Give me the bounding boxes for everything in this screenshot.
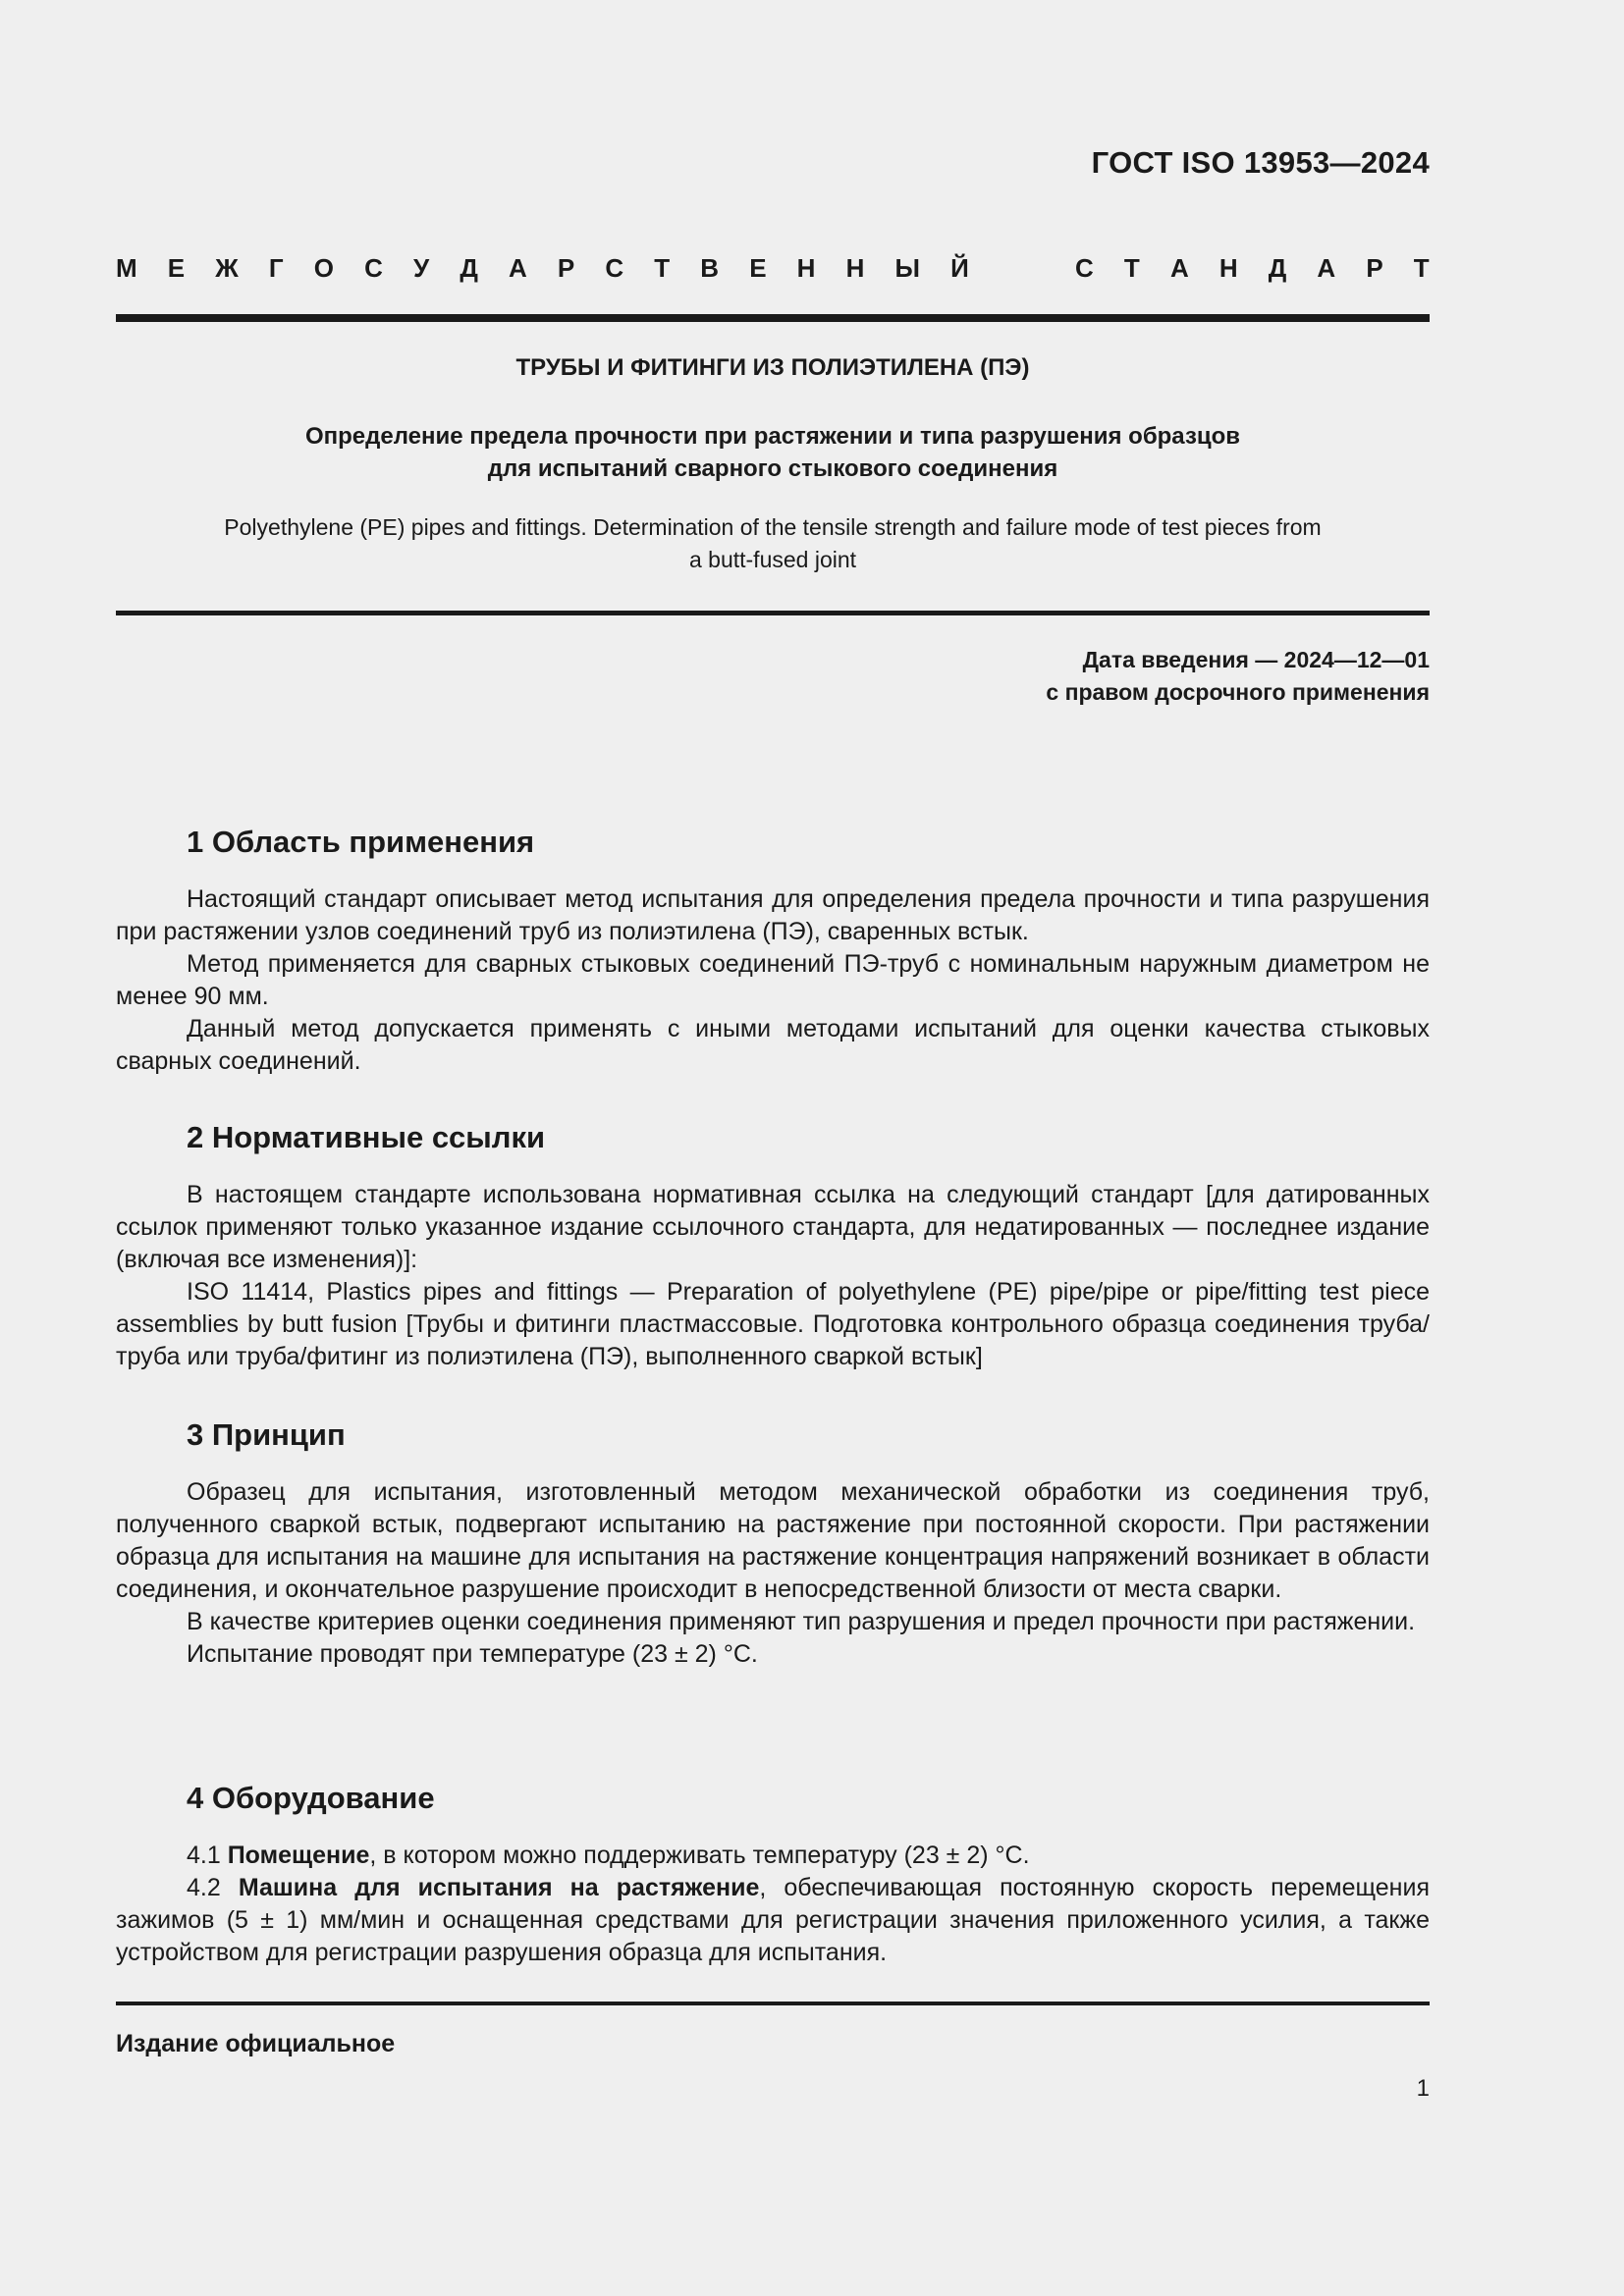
item-text: , в котором можно поддерживать температуру (23 ± 2) °С. bbox=[369, 1842, 1030, 1869]
letter: Г bbox=[268, 253, 284, 283]
letter: С bbox=[1075, 253, 1094, 283]
item-term: Помещение bbox=[227, 1842, 370, 1869]
footer-rule bbox=[116, 2002, 1430, 2005]
paragraph: Настоящий стандарт описывает метод испытания для определения предела прочности и типа разрушения при растяжении узлов соединений труб из полиэтилена (ПЭ), сваренных встык. bbox=[116, 885, 1430, 945]
letter: Д bbox=[460, 253, 478, 283]
letter: А bbox=[509, 253, 527, 283]
paragraph: Испытание проводят при температуре (23 ± 2) °С. bbox=[187, 1640, 758, 1668]
letter: Т bbox=[654, 253, 671, 283]
reference-entry: ISO 11414, Plastics pipes and fittings — Preparation of polyethylene (PE) pipe/pipe or pipe/fitting test piece assemblies by butt fusion [Трубы и фитинги пластмассовые. Подготовка контрольного образца соединения труба/труба или труба/фитинг из полиэтилена (ПЭ), выполненного сваркой встык] bbox=[116, 1278, 1430, 1370]
section-equipment bbox=[116, 1779, 1430, 1969]
letter: А bbox=[1317, 253, 1336, 283]
english-title-line: Polyethylene (PE) pipes and fittings. Determination of the tensile strength and failure mode of test pieces from bbox=[224, 514, 1322, 540]
subtitle-line: Определение предела прочности при растяжении и типа разрушения образцов bbox=[304, 423, 1241, 450]
introduction-date: Дата введения — 2024—12—01 bbox=[1082, 647, 1430, 672]
section-heading: 1 Область применения bbox=[187, 825, 535, 859]
header-rule bbox=[116, 314, 1430, 322]
section-heading: 2 Нормативные ссылки bbox=[187, 1120, 546, 1154]
letter: А bbox=[1169, 253, 1189, 283]
early-application-note: с правом досрочного применения bbox=[1046, 679, 1430, 705]
letter: Т bbox=[1413, 253, 1430, 283]
section-scope bbox=[116, 823, 1430, 1078]
item-text: , обеспечивающая постоянную скорость перемещения зажимов (5 ± 1) мм/мин и оснащенная средствами для регистрации значения приложенного усилия, а также устройством для регистрации разрушения образца для испытания. bbox=[116, 1874, 1430, 1966]
official-edition-label: Издание официальное bbox=[116, 2030, 396, 2057]
section-heading: 3 Принцип bbox=[187, 1417, 346, 1452]
letter: Е bbox=[749, 253, 767, 283]
letter: М bbox=[116, 253, 137, 283]
section-heading: 4 Оборудование bbox=[187, 1781, 435, 1815]
paragraph: Образец для испытания, изготовленный методом механической обработки из соединения труб, полученного сваркой встык, подвергают испытанию на растяжение при постоянной скорости. При растяжении образца для испытания на машине для испытания на растяжение концентрация напряжений возникает в области соединения, и окончательное разрушение происходит в непосредственной близости от места сварки. bbox=[116, 1478, 1430, 1603]
letter: В bbox=[700, 253, 720, 283]
title-rule bbox=[116, 611, 1430, 615]
letter: У bbox=[413, 253, 430, 283]
paragraph: В настоящем стандарте использована нормативная ссылка на следующий стандарт [для датированных ссылок применяют только указанное издание ссылочного стандарта, для недатированных — последнее издание (включая все изменения)]: bbox=[116, 1181, 1430, 1273]
word-gap bbox=[1000, 253, 1045, 284]
item-number: 4.2 bbox=[187, 1874, 239, 1901]
letter: С bbox=[605, 253, 624, 283]
subtitle-line: для испытаний сварного стыкового соединения bbox=[487, 455, 1058, 482]
letter: Н bbox=[845, 253, 865, 283]
section-principle bbox=[116, 1415, 1430, 1671]
equipment-item bbox=[116, 1840, 1430, 1872]
letter: Ы bbox=[894, 253, 920, 283]
section-normative-references bbox=[116, 1118, 1430, 1373]
standard-number: ГОСТ ISO 13953—2024 bbox=[1091, 145, 1430, 180]
paragraph: Данный метод допускается применять с иными методами испытаний для оценки качества стыковых сварных соединений. bbox=[116, 1015, 1430, 1075]
paragraph: В качестве критериев оценки соединения применяют тип разрушения и предел прочности при растяжении. bbox=[187, 1608, 1416, 1635]
letter: Д bbox=[1268, 253, 1287, 283]
equipment-item bbox=[116, 1872, 1430, 1969]
letter: С bbox=[364, 253, 383, 283]
letter: Е bbox=[167, 253, 186, 283]
letter: Р bbox=[1366, 253, 1383, 283]
letter: Т bbox=[1123, 253, 1140, 283]
paragraph: Метод применяется для сварных стыковых соединений ПЭ-труб с номинальным наружным диаметром не менее 90 мм. bbox=[116, 950, 1430, 1010]
letter: Р bbox=[557, 253, 575, 283]
document-title: ТРУБЫ И ФИТИНГИ ИЗ ПОЛИЭТИЛЕНА (ПЭ) bbox=[515, 354, 1030, 381]
introduction-date-block bbox=[1046, 644, 1430, 709]
letter: Н bbox=[1218, 253, 1238, 283]
document-subtitle bbox=[116, 420, 1430, 485]
letter: Н bbox=[796, 253, 816, 283]
letter: О bbox=[313, 253, 334, 283]
interstate-standard-heading bbox=[116, 253, 1430, 284]
letter: Й bbox=[950, 253, 969, 283]
english-title bbox=[116, 511, 1430, 576]
item-number: 4.1 bbox=[187, 1842, 228, 1869]
page-number: 1 bbox=[1416, 2075, 1430, 2102]
english-title-line: a butt-fused joint bbox=[688, 547, 857, 572]
letter: Ж bbox=[215, 253, 239, 283]
item-term: Машина для испытания на растяжение bbox=[238, 1874, 760, 1901]
